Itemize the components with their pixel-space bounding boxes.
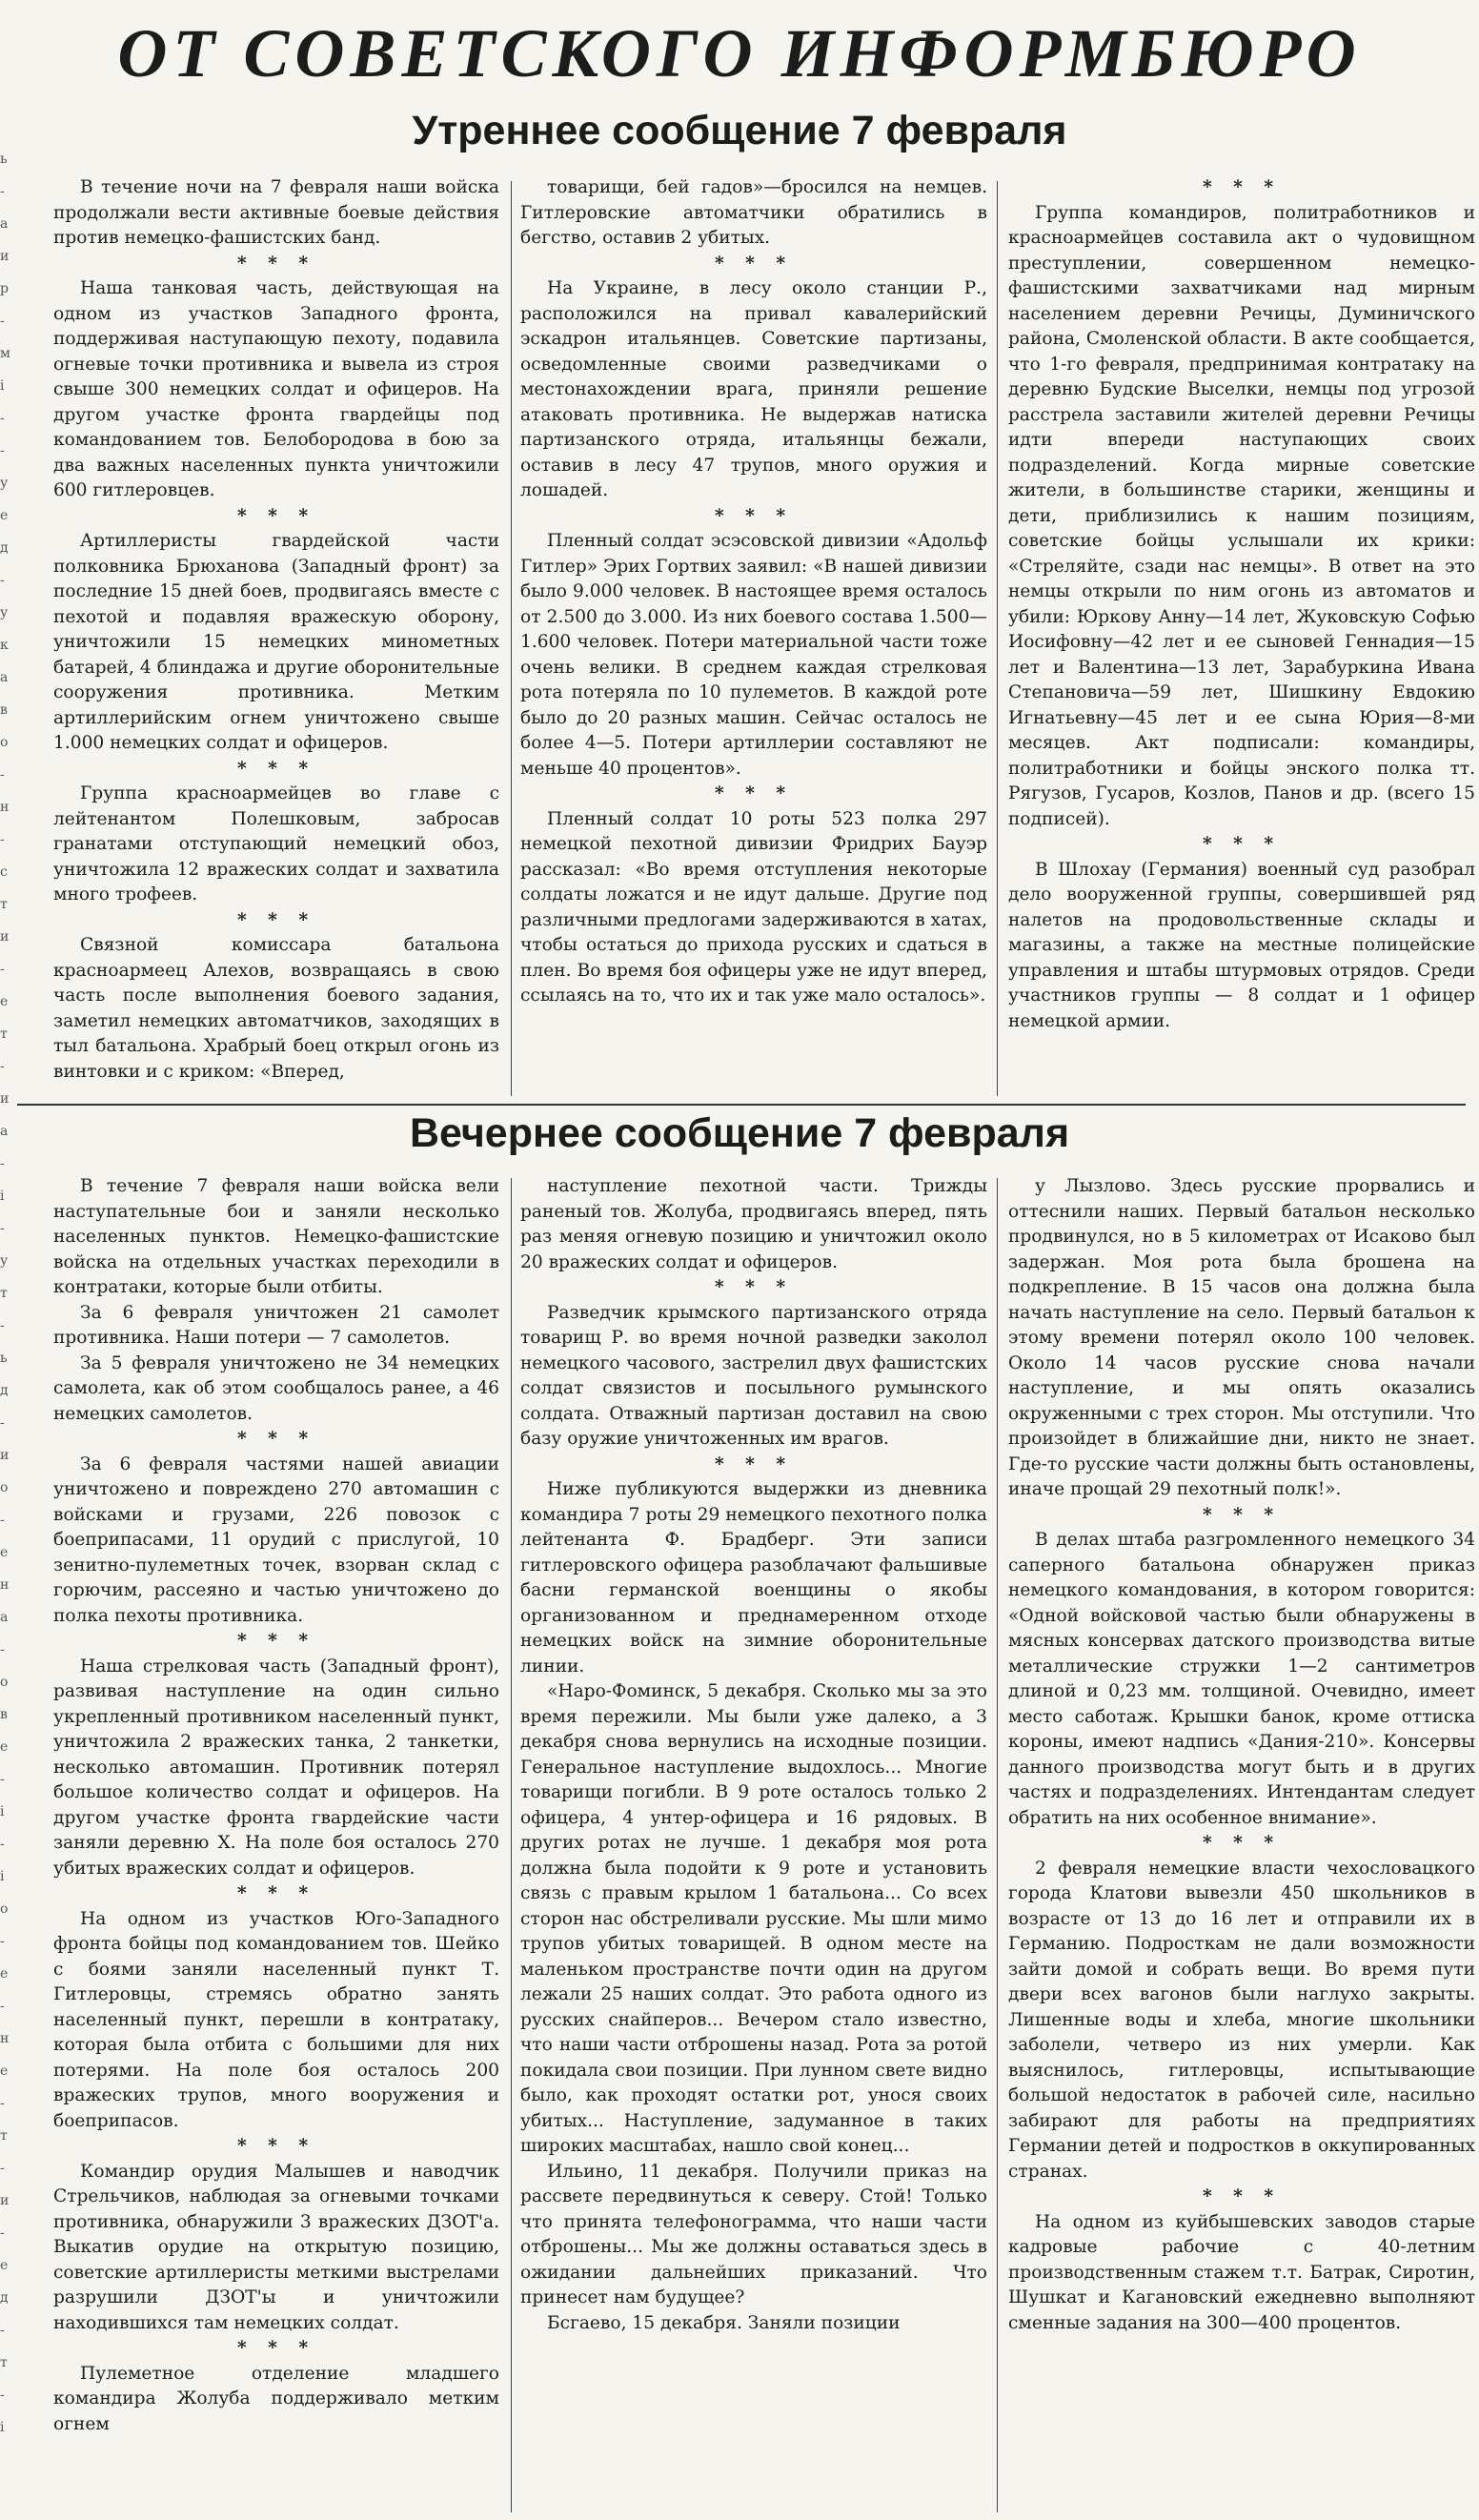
article-paragraph: Наша стрелковая часть (Западный фронт), развивая наступление на один сильно укрепленный противником населенный пункт, уничтожила 2 вражеских танка, 2 танкетки, несколько автомашин. Противник потерял большое количество солдат и офицеров. На другом участке фронта гвардейские части заняли деревню Х. На поле боя осталось 270 убитых вражеских солдат и офицеров. <box>53 1656 499 1879</box>
column-divider <box>997 181 998 1096</box>
edge-glyph: і <box>0 1869 5 1884</box>
edge-glyph: - <box>0 443 5 458</box>
article-paragraph: Бсгаево, 15 декабря. Заняли позиции <box>547 2312 901 2333</box>
article-paragraph: Командир орудия Малышев и наводчик Стрельчиков, наблюдая за огневыми точками противника, обнаружили 3 вражеских ДЗОТ'а. Выкатив орудие на открытую позицию, советские артиллеристы меткими выстрелами разрушили ДЗОТ'ы и уничтожили находившихся там немецких солдат. <box>53 2161 499 2333</box>
article-paragraph: За 6 февраля уничтожен 21 самолет противника. Наши потери — 7 самолетов. <box>53 1302 499 1348</box>
article-paragraph: Пленный солдат эсэсовской дивизии «Адольф Гитлер» Эрих Гортвих заявил: «В нашей дивизии было 9.000 человек. В настоящее время осталось от 2.500 до 3.000. Из них боевого состава 1.500—1.600 человек. Потери материальной части тоже очень велики. В среднем каждая стрелковая рота потеряла по 10 пулеметов. В каждой роте было до 20 разных машин. Сейчас осталось не более 4—5. Потери артиллерии составляют не меньше 40 процентов». <box>520 531 987 779</box>
edge-glyph: - <box>0 573 5 588</box>
edge-glyph: і <box>0 1804 5 1819</box>
article-paragraph: наступление пехотной части. Трижды раненый тов. Жолуба, продвигаясь вперед, пять раз меняя огневую позицию и уничтожил около 20 вражеских солдат и офицеров. <box>520 1176 987 1272</box>
edge-glyph: т <box>0 2355 8 2370</box>
edge-glyph: и <box>0 929 10 945</box>
article-paragraph: В течение ночи на 7 февраля наши войска продолжали вести активные боевые действия против немецко-фашистских банд. <box>53 177 499 248</box>
section-separator: * * * <box>236 253 316 274</box>
edge-glyph: і <box>0 378 5 394</box>
article-paragraph: Связной комиссара батальона красноармеец Алехов, возвращаясь в свою часть после выполнения боевого задания, заметил немецких автоматчиков, заходящих в тыл батальона. Храбрый боец открыл огонь из винтовки и с криком: «Вперед, <box>53 935 499 1082</box>
article-paragraph: Наша танковая часть, действующая на одном из участков Западного фронта, поддерживая наступающую пехоту, подавила огневые точки противника и вывела из строя свыше 300 немецких солдат и офицеров. На другом участке фронта гвардейцы под командованием тов. Белобородова в бою за два важных населенных пункта уничтожили 600 гитлеровцев. <box>53 278 499 500</box>
edge-glyph: е <box>0 994 9 1009</box>
edge-glyph: м <box>0 346 10 361</box>
edge-glyph: ь <box>0 152 8 167</box>
section-separator: * * * <box>236 1883 316 1903</box>
morning-column-2 <box>520 175 987 1100</box>
article-paragraph: На Украине, в лесу около станции Р., расположился на привал кавалерийский эскадрон итальянцев. Советские партизаны, осведомленные своими разведчиками о местонахождении врага, приняли решение атаковать противника. Не выдержав натиска партизанского отряда, итальянцы бежали, оставив в лесу 47 трупов, много оружия и лошадей. <box>520 278 987 500</box>
edge-glyph: у <box>0 1253 9 1269</box>
section-separator: * * * <box>1202 1833 1282 1853</box>
edge-glyph: е <box>0 1739 9 1755</box>
edge-glyph: н <box>0 2031 10 2046</box>
edge-glyph: и <box>0 2193 10 2208</box>
section-separator: * * * <box>714 1453 794 1474</box>
section-divider <box>17 1104 1466 1106</box>
section-separator: * * * <box>1202 177 1282 197</box>
edge-glyph: - <box>0 314 5 329</box>
edge-glyph: д <box>0 540 9 556</box>
edge-glyph: - <box>0 184 5 199</box>
edge-glyph: т <box>0 1026 8 1042</box>
section-separator: * * * <box>236 1631 316 1651</box>
edge-glyph: - <box>0 1837 5 1852</box>
edge-glyph: - <box>0 1934 5 1949</box>
edge-glyph: - <box>0 1415 5 1431</box>
section-separator: * * * <box>236 505 316 526</box>
edge-glyph: е <box>0 508 9 523</box>
edge-glyph: в <box>0 1707 8 1722</box>
edge-glyph: - <box>0 1999 5 2014</box>
evening-column-1 <box>53 1174 499 2513</box>
edge-glyph: и <box>0 1091 10 1107</box>
column-divider <box>511 181 512 1096</box>
article-paragraph: В делах штаба разгромленного немецкого 34 саперного батальона обнаружен приказ немецкого командования, в котором говорится: «Одной войсковой частью были обнаружены в мясных консервах датского производства витые металлические стружки 1—2 сантиметров длиной и 0,23 мм. толщиной. Очевидно, имеет место саботаж. Крышки банок, кроме оттиска короны, имеют надпись «Дания-210». Консервы данного производства могут быть и в других частях и подразделениях. Интендантам следует обратить на них особенное внимание». <box>1008 1530 1475 1828</box>
edge-glyph: - <box>0 2323 5 2338</box>
adjacent-column-fragment <box>0 143 11 2469</box>
edge-glyph: о <box>0 735 9 750</box>
edge-glyph: о <box>0 1901 9 1917</box>
article-paragraph: В течение 7 февраля наши войска вели наступательные бои и заняли несколько населенных пунктов. Немецко-фашистские войска на отдельных участках переходили в контратаки, которые были отбиты. <box>53 1176 499 1297</box>
article-paragraph: Пулеметное отделение младшего командира Жолуба поддерживало метким огнем <box>53 2363 499 2434</box>
article-paragraph: На одном из куйбышевских заводов старые кадровые рабочие с 40-летним производственным стажем т.т. Батрак, Сиротин, Шушкат и Кагановский ежедневно выполняют сменные задания на 300—400 процентов. <box>1008 2211 1475 2333</box>
column-divider <box>511 1178 512 2512</box>
edge-glyph: р <box>0 281 9 296</box>
section-separator: * * * <box>1202 2186 1282 2206</box>
edge-glyph: н <box>0 800 10 815</box>
section-separator: * * * <box>236 909 316 930</box>
edge-glyph: д <box>0 1383 9 1398</box>
edge-glyph: - <box>0 2225 5 2241</box>
evening-report-title: Вечернее сообщение 7 февраля <box>409 1110 1070 1156</box>
edge-glyph: т <box>0 1286 8 1301</box>
article-paragraph: За 6 февраля частями нашей авиации уничтожено и повреждено 270 автомашин с войсками и грузами, 226 повозок с боеприпасами, 11 орудий с прислугой, 10 зенитно-пулеметных точек, взорван склад с горючим, рассеяно и частью уничтожено до полка пехоты противника. <box>53 1453 499 1626</box>
morning-column-1 <box>53 175 499 1100</box>
article-paragraph: 2 февраля немецкие власти чехословацкого города Клатови вывезли 450 школьников в возрасте от 13 до 16 лет и отправили их в Германию. Подросткам не дали возможности зайти домой и собрать вещи. Во время пути двери всех вагонов были наглухо закрыты. Лишенные воды и хлеба, многие школьники заболели, четверо из них умерли. Как выяснилось, гитлеровцы, испытывающие большой недостаток в рабочей силе, насильно забирают для работы на предприятиях Германии детей и подростков в оккупированных странах. <box>1008 1858 1475 2182</box>
edge-glyph: - <box>0 767 5 782</box>
edge-glyph: и <box>0 1448 10 1463</box>
article-paragraph: Разведчик крымского партизанского отряда товарищ Р. во время ночной разведки заколол немецкого часового, застрелил двух фашистских солдат связистов и посыльного румынского солдата. Отважный партизан доставил на свою базу оружие уничтоженных им врагов. <box>520 1302 987 1449</box>
section-separator: * * * <box>236 2136 316 2156</box>
section-separator: * * * <box>1202 1504 1282 1525</box>
edge-glyph: - <box>0 1318 5 1333</box>
edge-glyph: о <box>0 1480 9 1495</box>
section-separator: * * * <box>714 505 794 526</box>
edge-glyph: и <box>0 249 10 264</box>
edge-glyph: а <box>0 216 9 232</box>
edge-glyph: с <box>0 864 8 880</box>
edge-glyph: е <box>0 2258 9 2273</box>
evening-column-2 <box>520 1174 987 2513</box>
edge-glyph: - <box>0 1221 5 1236</box>
edge-glyph: - <box>0 1513 5 1528</box>
edge-glyph: т <box>0 897 8 912</box>
column-divider <box>997 1178 998 2512</box>
section-separator: * * * <box>236 2338 316 2358</box>
edge-glyph: - <box>0 1772 5 1787</box>
section-separator: * * * <box>714 253 794 274</box>
morning-column-3 <box>1008 175 1475 1100</box>
edge-glyph: н <box>0 1577 10 1593</box>
edge-glyph: у <box>0 476 9 491</box>
section-separator: * * * <box>714 1277 794 1297</box>
edge-glyph: е <box>0 1966 9 1981</box>
article-paragraph: у Лызлово. Здесь русские прорвались и оттеснили наших. Первый батальон несколько продвинулся, но в 5 километрах от Исаково был задержан. Моя рота была брошена на подкрепление. В 15 часов она должна была начать наступление на село. Первый батальон к этому времени потерял около 100 человек. Около 14 часов русские снова начали наступление, и мы опять оказались окруженными с трех сторон. Мы отступили. Что произойдет в ближайшие дни, никто не знает. Где-то русские части должны быть остановлены, иначе прощай 29 пехотный полк!». <box>1008 1176 1475 1499</box>
edge-glyph: а <box>0 1610 9 1625</box>
article-paragraph: За 5 февраля уничтожено не 34 немецких самолета, как об этом сообщалось ранее, а 46 немецких самолетов. <box>53 1352 499 1424</box>
article-paragraph: товарищи, бей гадов»—бросился на немцев. Гитлеровские автоматчики обратились в бегство, оставив 2 убитых. <box>520 177 987 248</box>
edge-glyph: - <box>0 832 5 847</box>
edge-glyph: к <box>0 638 9 653</box>
edge-glyph: а <box>0 670 9 685</box>
section-separator: * * * <box>714 783 794 803</box>
article-paragraph: Группа командиров, политработников и красноармейцев составила акт о чудовищном преступлении, совершенном немецко-фашистскими захватчиками над мирным населением деревни Речицы, Думиничского района, Смоленской области. В акте сообщается, что 1-го февраля, предпринимая контратаку на деревню Будские Выселки, немцы под угрозой расстрела заставили жителей деревни Речицы идти впереди наступающих своих подразделений. Когда мирные советские жители, в большинстве старики, женщины и дети, приблизились к нашим позициям, советские бойцы услышали их крики: «Стреляйте, сзади нас немцы». В ответ на это немцы открыли по ним огонь из автоматов и убили: Юркову Анну—14 лет, Жуковскую Софью Иосифовну—42 лет и ее сыновей Геннадия—15 лет и Валентина—13 лет, Зарабуркина Ивана Степановича—59 лет, Шишкину Евдокию Игнатьевну—45 лет и ее сына Юрия—8-ми месяцев. Акт подписали: командиры, политработники и бойцы энского полка тт. Рягузов, Гусаров, Козлов, Панов и др. (всего 15 подписей). <box>1008 202 1475 829</box>
article-paragraph: Группа красноармейцев во главе с лейтенантом Полешковым, забросав гранатами отступающий немецкий обоз, уничтожила 12 вражеских солдат и захватила много трофеев. <box>53 783 499 904</box>
article-paragraph: Ниже публикуются выдержки из дневника командира 7 роты 29 немецкого пехотного полка лейтенанта Ф. Брадберг. Эти записи гитлеровского офицера разоблачают фальшивые басни германской военщины о якобы организованном и преднамеренном отходе немецких войск на зимние оборонительные линии. <box>520 1479 987 1677</box>
edge-glyph: у <box>0 605 9 620</box>
edge-glyph: а <box>0 1124 9 1139</box>
section-separator: * * * <box>1202 834 1282 854</box>
article-paragraph: «Наро-Фоминск, 5 декабря. Сколько мы за это время пережили. Мы были уже далеко, а 3 декабря снова вернулись на исходные позиции. Генеральное наступление выдохлось... Многие товарищи погибли. В 9 роте осталось только 2 офицера, 4 унтер-офицера и 16 рядовых. В других ротах не лучше. 1 декабря моя рота должна была подойти к 9 роте и установить связь с правым крылом 1 батальона... Со всех сторон нас обстреливали русские. Мы шли мимо трупов убитых товарищей. В одном месте на маленьком пространстве почти один на другом лежали 25 наших солдат. Это работа одного из русских снайперов... Вечером стало известно, что наши части отброшены назад. Рота за ротой покидала свои позиции. При лунном свете видно было, как проходят остатки рот, унося своих убитых... Наступление, задуманное в таких широких масштабах, нашло свой конец... <box>520 1681 987 2156</box>
edge-glyph: і <box>0 1189 5 1204</box>
edge-glyph: е <box>0 2063 9 2079</box>
edge-glyph: - <box>0 1059 5 1074</box>
edge-glyph: т <box>0 2128 8 2144</box>
edge-glyph: д <box>0 2290 9 2306</box>
edge-glyph: - <box>0 2096 5 2111</box>
edge-glyph: - <box>0 411 5 426</box>
edge-glyph: ь <box>0 1351 8 1366</box>
edge-glyph: - <box>0 962 5 977</box>
section-separator: * * * <box>236 758 316 779</box>
edge-glyph: - <box>0 2161 5 2176</box>
edge-glyph: і <box>0 2420 5 2435</box>
section-separator: * * * <box>236 1429 316 1449</box>
edge-glyph: е <box>0 1545 9 1560</box>
edge-glyph: - <box>0 1642 5 1657</box>
evening-column-3 <box>1008 1174 1475 2513</box>
morning-report-title: Утреннее сообщение 7 февраля <box>412 108 1067 153</box>
edge-glyph: - <box>0 1156 5 1171</box>
article-paragraph: Артиллеристы гвардейской части полковника Брюханова (Западный фронт) за последние 15 дней боев, продвигаясь вместе с пехотой и подавляя вражескую оборону, уничтожили 15 немецких минометных батарей, 4 блиндажа и другие оборонительные сооружения противника. Метким артиллерийским огнем уничтожено свыше 1.000 немецких солдат и офицеров. <box>53 531 499 753</box>
article-paragraph: В Шлохау (Германия) военный суд разобрал дело вооруженной группы, совершившей ряд налетов на продовольственные склады и магазины, а также на местные полицейские управления и штабы штурмовых отрядов. Среди участников группы — 8 солдат и 1 офицер немецкой армии. <box>1008 859 1475 1031</box>
edge-glyph: - <box>0 2388 5 2403</box>
article-paragraph: Ильино, 11 декабря. Получили приказ на рассвете передвинуться к северу. Стой! Только что принята телефонограмма, что наши части отброшены... Мы же должны оставаться здесь в ожидании дальнейших приказаний. Что принесет нам будущее? <box>520 2161 987 2307</box>
edge-glyph: о <box>0 1675 9 1690</box>
page-title: ОТ СОВЕТСКОГО ИНФОРМБЮРО <box>117 15 1362 91</box>
article-paragraph: Пленный солдат 10 роты 523 полка 297 немецкой пехотной дивизии Фридрих Бауэр рассказал: «Во время отступления некоторые солдаты ложатся и не идут дальше. Другие под различными предлогами задерживаются в хатах, чтобы остаться до прихода русских и сдаться в плен. Во время боя офицеры уже не идут вперед, ссылаясь на то, что их и так уже мало осталось». <box>520 808 987 1006</box>
edge-glyph: в <box>0 702 8 718</box>
article-paragraph: На одном из участков Юго-Западного фронта бойцы под командованием тов. Шейко с боями заняли населенный пункт Т. Гитлеровцы, стремясь обратно занять населенный пункт, перешли в контратаку, которая была отбита с большими для них потерями. На поле боя осталось 200 вражеских трупов, много вооружения и боеприпасов. <box>53 1908 499 2131</box>
